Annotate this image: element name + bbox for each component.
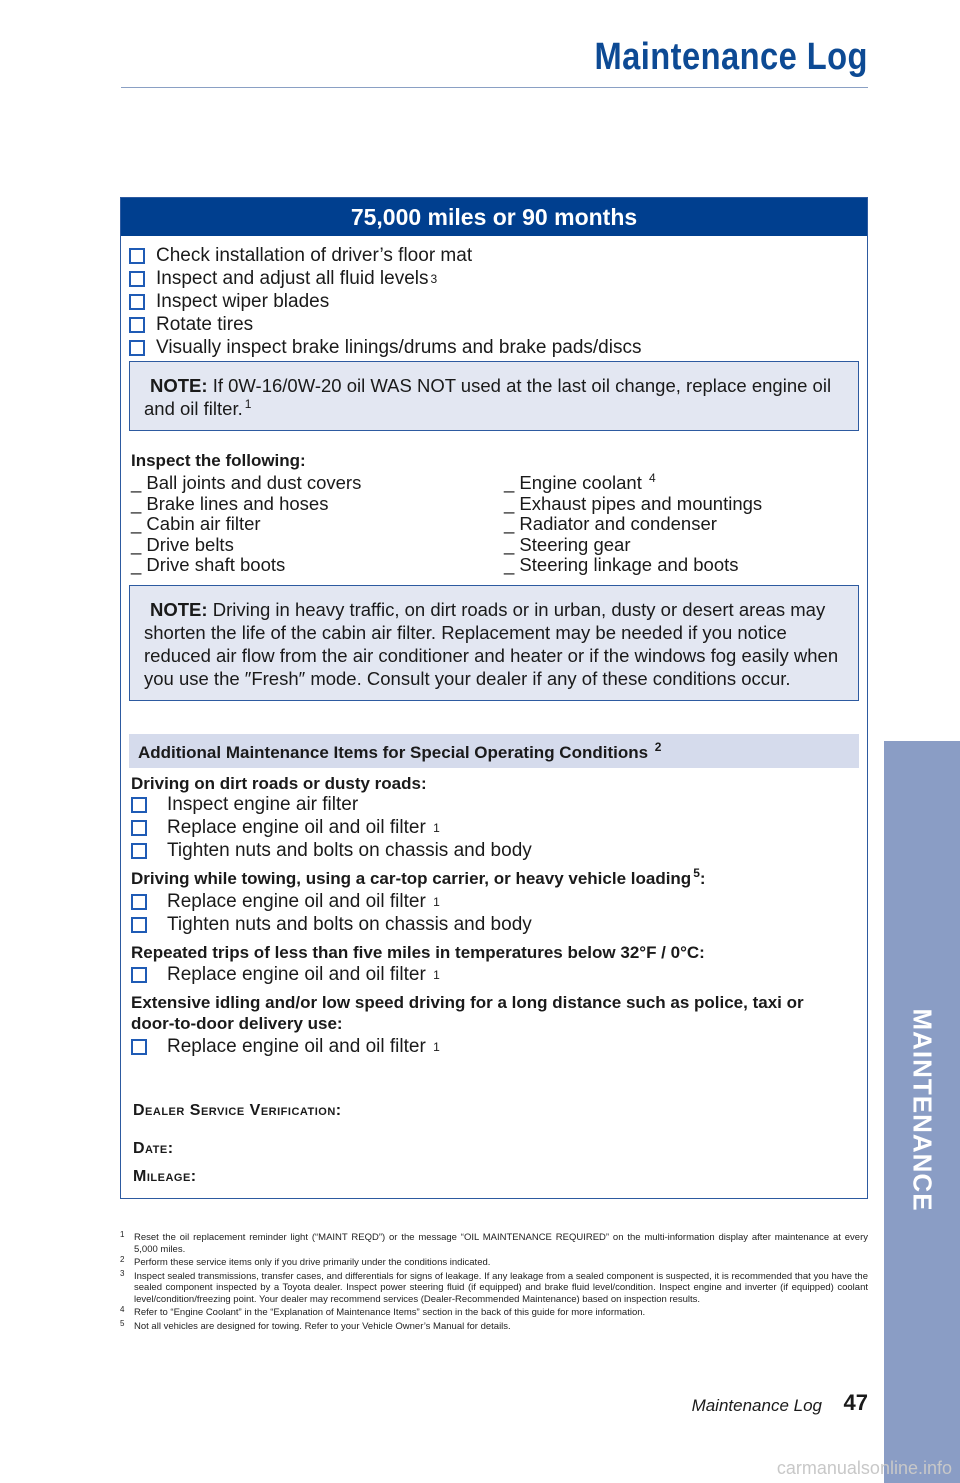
checklist-item-label: Rotate tires (156, 313, 254, 335)
section-list (131, 963, 440, 986)
section-title: Driving while towing, using a car-top carrier, or heavy vehicle loading $^5$: (131, 866, 706, 888)
checklist-item-label: Visually inspect brake linings/drums and brake pads/discs (156, 336, 642, 358)
list-item (129, 336, 643, 359)
note-label: NOTE: (150, 375, 208, 396)
checklist (129, 244, 643, 359)
list-item: Replace engine oil and oil filter 1 (131, 963, 440, 986)
checkbox[interactable] (129, 340, 145, 356)
list-item (129, 313, 643, 336)
section-title: Repeated trips of less than five miles in temperatures below 32°F / 0°C: (131, 943, 705, 962)
checkbox[interactable] (129, 317, 145, 333)
checklist-item-label: Inspect wiper blades (156, 290, 330, 312)
section-list (131, 890, 534, 936)
checkbox[interactable] (131, 1039, 147, 1055)
checkbox[interactable] (131, 843, 147, 859)
list-item: _ Drive shaft boots (131, 554, 286, 575)
title-divider (121, 87, 868, 88)
footnote: 5 Not all vehicles are designed for towing. Refer to your Vehicle Owner’s Manual for details. (120, 1318, 511, 1332)
note-text: Driving in heavy traffic, on dirt roads or in urban, dusty or desert areas may shorten the life of the cabin air filter. Replacement may be needed if you notice reduced air flow from the air conditioner and heater or if the windows fog easily when you use the ″Fresh″ mode. Consult your dealer if any of these conditions occur. (144, 599, 839, 689)
checkbox[interactable] (129, 248, 145, 264)
list-item: Tighten nuts and bolts on chassis and body (131, 839, 534, 862)
side-tab-label: MAINTENANCE (907, 1008, 938, 1212)
maintenance-box (120, 197, 868, 1199)
footnote: 2 Perform these service items only if you drive primarily under the conditions indicated. (120, 1255, 491, 1268)
section-title: Driving on dirt roads or dusty roads: (131, 774, 427, 793)
section-list (131, 793, 534, 862)
checkbox[interactable] (129, 271, 145, 287)
footnote: 3 Inspect sealed transmissions, transfer cases, and differentials for signs of leakage. If any leakage from a sealed component is suspected, it is recommended that you have the sealed component inspected by a Toyota dealer. Inspect power steering fluid (if equipped) and brake fluid level/condition. Inspect engine and inverter (if equipped) coolant level/condition/freezing point. Your dealer may recommend services (Dealer-Recommended Maintenance) based on inspection results. (120, 1268, 868, 1305)
interval-header: 75,000 miles or 90 months (121, 198, 867, 236)
checkbox[interactable] (131, 917, 147, 933)
list-item: _ Cabin air filter (131, 513, 261, 534)
watermark: carmanualsonline.info (776, 1458, 952, 1478)
oil-note: NOTE: If 0W-16/0W-20 oil WAS NOT used at the last oil change, replace engine oil and oil filter. $^1$ (129, 361, 859, 431)
inspect-title: Inspect the following: (131, 451, 306, 470)
mileage-label: Mileage: (133, 1168, 197, 1185)
additional-items-header: Additional Maintenance Items for Special Operating Conditions $^2$ (129, 734, 859, 768)
checklist-item-label: Check installation of driver’s floor mat (156, 244, 473, 266)
checkbox[interactable] (131, 967, 147, 983)
list-item: _ Brake lines and hoses (131, 492, 329, 514)
section-title: Extensive idling and/or low speed driving for a long distance such as police, taxi or door-to-door delivery use: (131, 993, 804, 1033)
checkbox[interactable] (129, 294, 145, 310)
dealer-verification-label: Dealer Service Verification: (133, 1102, 342, 1119)
section-list (131, 1035, 440, 1058)
footnote: 1 Reset the oil replacement reminder light (“MAINT REQD”) or the message “OIL MAINTENANCE REQUIRED” on the multi-information display after maintenance at every 5,000 miles. (120, 1230, 868, 1255)
list-item: Replace engine oil and oil filter 1 (131, 890, 534, 913)
date-label: Date: (133, 1140, 174, 1157)
footer-section-name: Maintenance Log (691, 1396, 822, 1415)
list-item: _ Steering gear (504, 533, 631, 555)
list-item: _ Exhaust pipes and mountings (504, 492, 763, 514)
list-item: _ Engine coolant $^4$ (504, 470, 656, 493)
checkbox[interactable] (131, 797, 147, 813)
list-item: _ Ball joints and dust covers (131, 472, 362, 493)
list-item: Inspect engine air filter (131, 793, 534, 816)
cabin-filter-note (129, 585, 859, 701)
inspect-list-left (131, 473, 361, 576)
list-item: _ Radiator and condenser (504, 513, 717, 534)
page-title: Maintenance Log (594, 36, 868, 78)
list-item: _ Drive belts (131, 533, 234, 555)
checklist-item-label: Inspect and adjust all fluid levels (156, 267, 429, 289)
list-item (129, 244, 643, 267)
list-item: Tighten nuts and bolts on chassis and body (131, 913, 534, 936)
list-item: _ Steering linkage and boots (504, 554, 739, 575)
side-tab-label-wrap (884, 741, 960, 1483)
note-text: If 0W-16/0W-20 oil WAS NOT used at the last oil change, replace engine oil and oil filter. (144, 375, 832, 419)
checkbox[interactable] (131, 894, 147, 910)
footnotes (120, 1232, 868, 1334)
note-label: NOTE: (150, 599, 208, 620)
list-item: Replace engine oil and oil filter 1 (131, 816, 534, 839)
page-number: 47 (843, 1390, 868, 1415)
list-item: Inspect and adjust all fluid levels 3 (129, 267, 643, 290)
footnote: 4 Refer to “Engine Coolant” in the “Explanation of Maintenance Items” section in the back of this guide for more information. (120, 1305, 646, 1318)
checkbox[interactable] (131, 820, 147, 836)
list-item (129, 290, 643, 313)
list-item: Replace engine oil and oil filter 1 (131, 1035, 440, 1058)
inspect-list-right (504, 470, 763, 576)
